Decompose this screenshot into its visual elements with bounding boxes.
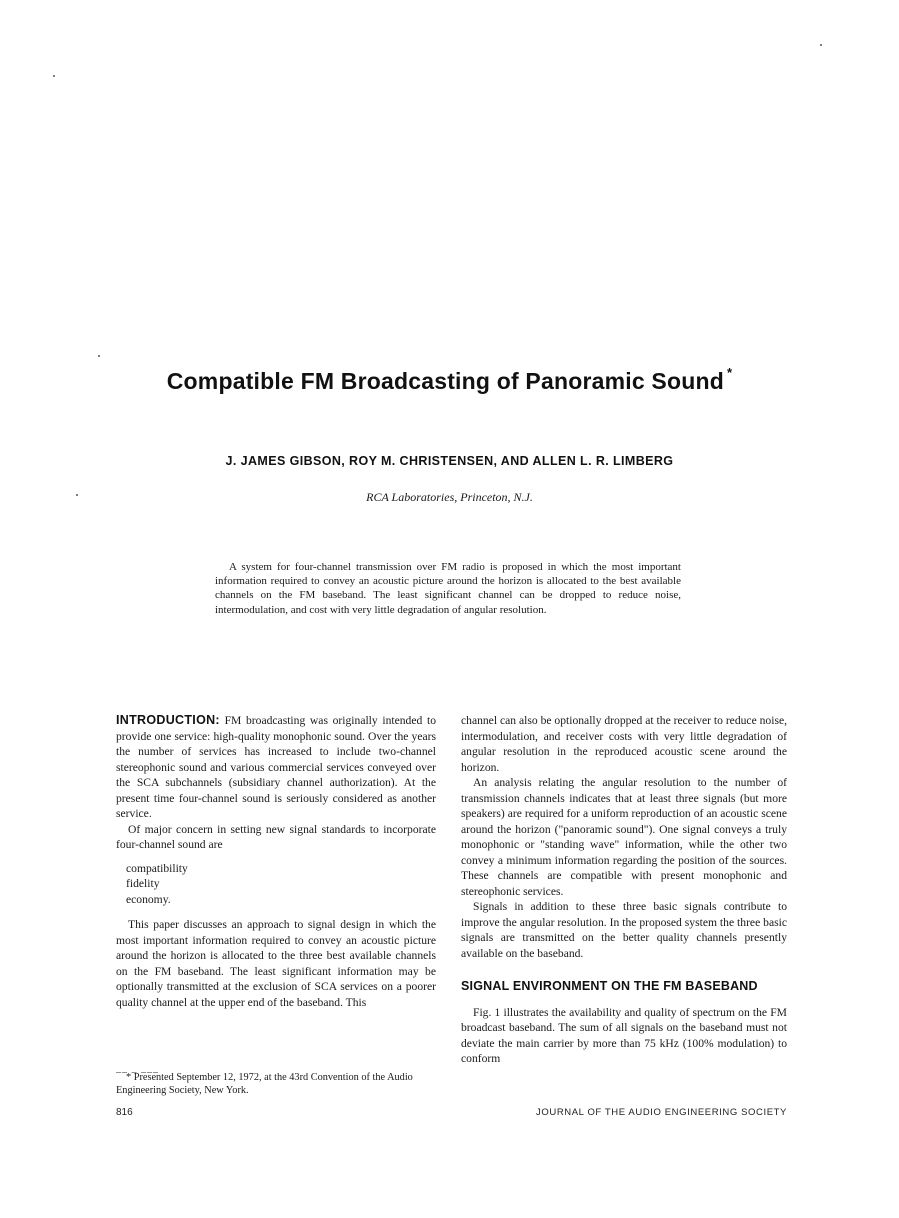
body-paragraph: Fig. 1 illustrates the availability and quality of spectrum on the FM broadcast baseband. The sum of all signals on the baseband must not deviate the main carrier by more than 75 kHz (100% modulation) to conform — [461, 1005, 787, 1065]
body-paragraph: channel can also be optionally dropped at the receiver to reduce noise, intermodulation, and receiver costs with very little degradation of angular resolution in the reproduced acoustic scene around the horizon. — [461, 714, 787, 774]
title-footnote-mark: * — [726, 365, 733, 381]
scan-speck — [98, 355, 100, 357]
body-paragraph: Of major concern in setting new signal standards to incorporate four-channel sound are — [116, 822, 436, 851]
body-paragraph: Signals in addition to these three basic signals contribute to improve the angular resolution. In the proposed system the three basic signals are transmitted on the better quality channels presently available on the baseband. — [461, 900, 787, 960]
abstract: A system for four-channel transmission over FM radio is proposed in which the most important information required to convey an acoustic picture around the horizon is allocated to the best available channels on the FM baseband. The least significant channel can be dropped to reduce noise, intermodulation, and cost with very little degradation of angular resolution. — [215, 561, 681, 616]
journal-name: JOURNAL OF THE AUDIO ENGINEERING SOCIETY — [536, 1107, 787, 1118]
affiliation: RCA Laboratories, Princeton, N.J. — [366, 490, 533, 504]
body-paragraph: This paper discusses an approach to signal design in which the most important information required to convey an acoustic picture around the horizon is allocated to the three best available channels on the FM baseband. The least significant information may be optionally transmitted at the exclusion of SCA services on a poorer quality channel at the upper end of the baseband. This — [116, 918, 436, 1009]
scan-speck — [820, 44, 822, 46]
left-column — [116, 713, 436, 1010]
paper-title-text: Compatible FM Broadcasting of Panoramic Sound — [166, 368, 724, 394]
paper-title — [0, 365, 899, 395]
right-column — [461, 713, 787, 1067]
list-item: economy. — [126, 892, 171, 906]
concern-list — [126, 861, 436, 908]
footnote: * Presented September 12, 1972, at the 43rd Convention of the Audio Engineering Society, New York. — [116, 1072, 413, 1096]
intro-heading: INTRODUCTION: — [116, 713, 220, 727]
list-item: fidelity — [126, 877, 160, 890]
author-list: J. JAMES GIBSON, ROY M. CHRISTENSEN, AND ALLEN L. R. LIMBERG — [225, 454, 674, 468]
body-paragraph: An analysis relating the angular resolution to the number of transmission channels indicates that at least three signals (but more speakers) are required for a uniform reproduction of an acoustic scene around the horizon ("panoramic sound"). One signal conveys a truly monophonic or "standing wave" information, while the other two convey a minimum information regarding the position of the sources. These channels are compatible with present monophonic and stereophonic services. — [461, 776, 787, 898]
section-heading: SIGNAL ENVIRONMENT ON THE FM BASEBAND — [461, 979, 758, 993]
intro-text: FM broadcasting was originally intended to provide one service: high-quality monophonic sound. Over the years the number of services has increased to include two-channel stereophonic sound and various commercial services conveyed over the SCA subchannels (subsidiary channel authorization). At the present time four-channel sound is seriously considered as another service. — [116, 714, 436, 820]
page-number: 816 — [116, 1107, 133, 1118]
list-item: compatibility — [126, 861, 188, 875]
footnote-rule: __ _ ___ — [116, 1063, 159, 1074]
intro-paragraph — [116, 713, 436, 822]
scan-speck — [53, 75, 55, 77]
